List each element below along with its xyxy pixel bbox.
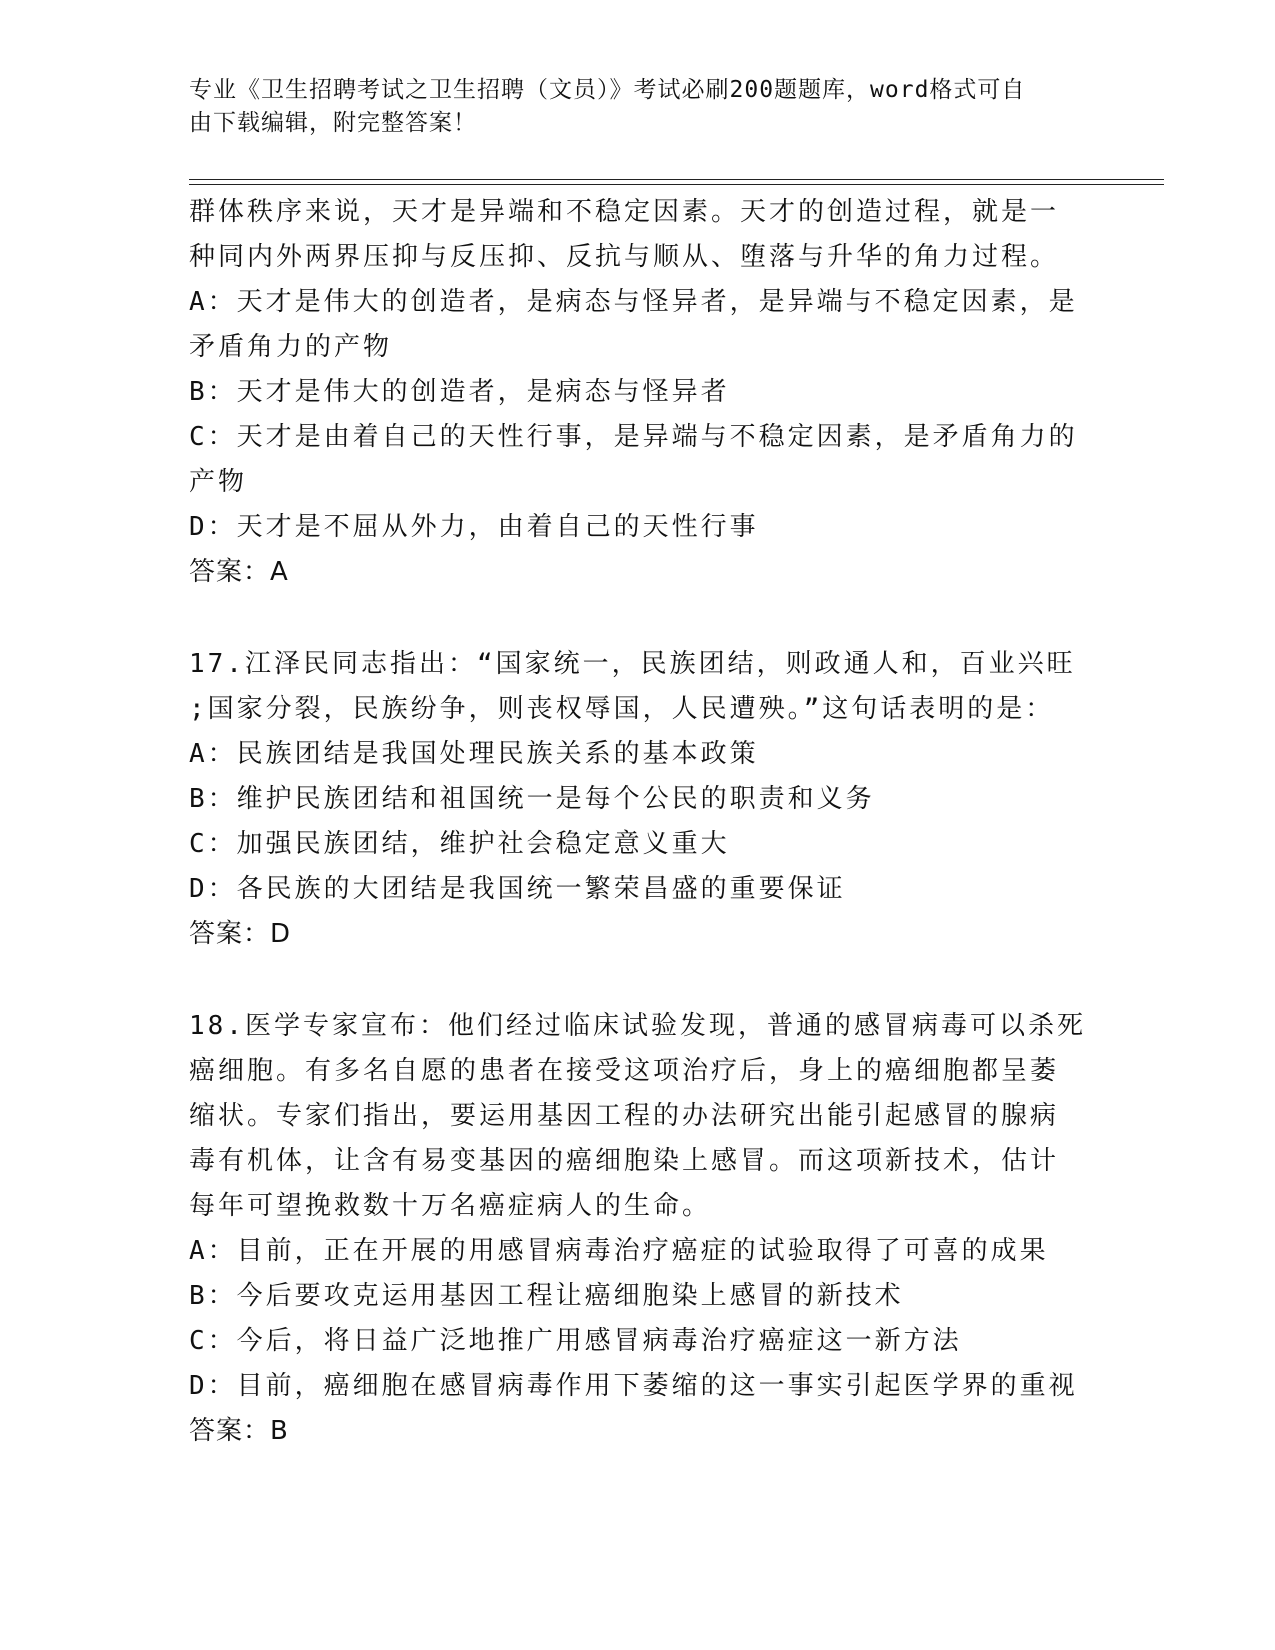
header-title-line-1: 专业《卫生招聘考试之卫生招聘（文员）》考试必刷200题题库，word格式可自 [189,77,1026,103]
document-header [189,74,1069,140]
question-18 [189,1004,1086,1454]
question-stem-line: 种同内外两界压抑与反压抑、反抗与顺从、堕落与升华的角力过程。 [189,242,1060,272]
option-c-continued: 产物 [189,467,248,497]
answer-label: 答案：B [189,1416,289,1446]
header-divider-top [189,179,1164,180]
option-d: D：各民族的大团结是我国统一繁荣昌盛的重要保证 [189,874,846,904]
question-stem-line: 每年可望挽救数十万名癌症病人的生命。 [189,1191,712,1221]
question-stem-line: 群体秩序来说，天才是异端和不稳定因素。天才的创造过程，就是一 [189,197,1060,227]
option-d: D：天才是不屈从外力，由着自己的天性行事 [189,512,759,542]
answer-label: 答案：D [189,919,292,949]
question-stem-line: 18.医学专家宣布：他们经过临床试验发现，普通的感冒病毒可以杀死 [189,1011,1086,1041]
option-a-continued: 矛盾角力的产物 [189,332,393,362]
question-spacer [189,957,1079,1004]
question-16 [189,190,1079,595]
header-divider-bottom [189,184,1164,185]
question-stem-line: 17.江泽民同志指出：“国家统一，民族团结，则政通人和，百业兴旺 [189,649,1076,679]
option-c: C：今后，将日益广泛地推广用感冒病毒治疗癌症这一新方法 [189,1326,962,1356]
question-stem-line: 毒有机体，让含有易变基因的癌细胞染上感冒。而这项新技术，估计 [189,1146,1060,1176]
question-stem-line: 缩状。专家们指出，要运用基因工程的办法研究出能引起感冒的腺病 [189,1101,1060,1131]
option-a: A：天才是伟大的创造者，是病态与怪异者，是异端与不稳定因素，是 [189,287,1078,317]
option-b: B：天才是伟大的创造者，是病态与怪异者 [189,377,730,407]
option-a: A：民族团结是我国处理民族关系的基本政策 [189,739,759,769]
answer-label: 答案：A [189,557,289,587]
option-d: D：目前，癌细胞在感冒病毒作用下萎缩的这一事实引起医学界的重视 [189,1371,1078,1401]
option-a: A：目前，正在开展的用感冒病毒治疗癌症的试验取得了可喜的成果 [189,1236,1049,1266]
question-stem-line: 癌细胞。有多名自愿的患者在接受这项治疗后，身上的癌细胞都呈萎 [189,1056,1060,1086]
question-stem-line: ;国家分裂，民族纷争，则丧权辱国，人民遭殃。”这句话表明的是： [189,694,1055,724]
option-c: C：加强民族团结，维护社会稳定意义重大 [189,829,730,859]
question-17 [189,642,1079,957]
header-title-line-2: 由下载编辑，附完整答案！ [189,110,477,136]
question-list [189,190,1086,1454]
option-b: B：今后要攻克运用基因工程让癌细胞染上感冒的新技术 [189,1281,904,1311]
option-b: B：维护民族团结和祖国统一是每个公民的职责和义务 [189,784,875,814]
option-c: C：天才是由着自己的天性行事，是异端与不稳定因素，是矛盾角力的 [189,422,1078,452]
question-spacer [189,595,1079,642]
